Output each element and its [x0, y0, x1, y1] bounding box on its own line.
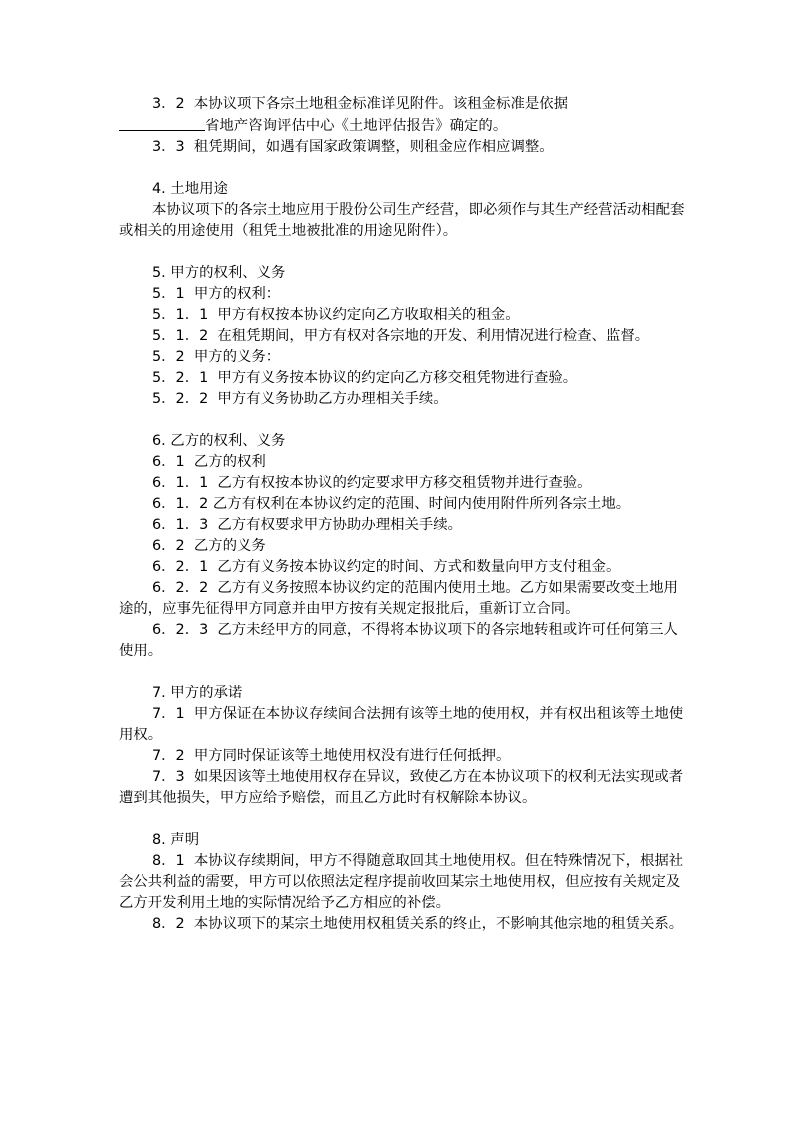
clause-8-2: 8．2 本协议项下的某宗土地使用权租赁关系的终止，不影响其他宗地的租赁关系。	[152, 916, 684, 932]
section-7-title: 7. 甲方的承诺	[152, 685, 243, 701]
clause-6-2-1: 6．2．1 乙方有义务按本协议约定的时间、方式和数量向甲方支付租金。	[152, 559, 621, 575]
clause-7-1: 7．1 甲方保证在本协议存续间合法拥有该等土地的使用权，并有权出租该等土地使用权。	[119, 706, 684, 743]
clause-7-3: 7．3 如果因该等土地使用权存在异议，致使乙方在本协议项下的权利无法实现或者遭到其他损失，甲方应给予赔偿，而且乙方此时有权解除本协议。	[119, 769, 684, 806]
section-6-title: 6. 乙方的权利、义务	[152, 433, 286, 449]
clause-5-1-2: 5．1．2 在租凭期间，甲方有权对各宗地的开发、利用情况进行检查、监督。	[152, 328, 650, 344]
clause-3-2-continued	[119, 115, 689, 137]
clause-5-2: 5．2 甲方的义务：	[152, 349, 281, 365]
clause-6-1-2: 6．1．2 乙方有权利在本协议约定的范围、时间内使用附件所列各宗土地。	[152, 496, 631, 512]
clause-6-2: 6．2 乙方的义务	[152, 538, 266, 554]
clause-6-1-1: 6．1．1 乙方有权按本协议的约定要求甲方移交租赁物并进行查验。	[152, 475, 592, 491]
clause-3-2: 3．2 本协议项下各宗土地租金标准详见附件。该租金标准是依据	[152, 96, 569, 112]
clause-6-1-3: 6．1．3 乙方有权要求甲方协助办理相关手续。	[152, 517, 463, 533]
section-4-title: 4. 土地用途	[152, 181, 228, 197]
clause-6-1: 6．1 乙方的权利	[152, 454, 266, 470]
fill-in-blank	[119, 115, 205, 131]
document-page	[119, 94, 689, 935]
clause-5-2-1: 5．2．1 甲方有义务按本协议的约定向乙方移交租凭物进行查验。	[152, 370, 578, 386]
clause-6-2-2: 6．2．2 乙方有义务按照本协议约定的范围内使用土地。乙方如果需要改变土地用途的，应事先征得甲方同意并由甲方按有关规定报批后，重新订立合同。	[119, 580, 678, 617]
section-8-title: 8. 声明	[152, 832, 200, 848]
clause-5-2-2: 5．2．2 甲方有义务协助乙方办理相关手续。	[152, 391, 448, 407]
clause-5-1-1: 5．1．1 甲方有权按本协议约定向乙方收取相关的租金。	[152, 307, 520, 323]
section-4-body: 本协议项下的各宗土地应用于股份公司生产经营，即必须作与其生产经营活动相配套或相关的用途使用（租凭土地被批准的用途见附件）。	[119, 202, 685, 239]
section-5-title: 5. 甲方的权利、义务	[152, 265, 286, 281]
clause-5-1: 5．1 甲方的权利：	[152, 286, 281, 302]
clause-7-2: 7．2 甲方同时保证该等土地使用权没有进行任何抵押。	[152, 748, 511, 764]
clause-8-1: 8．1 本协议存续期间，甲方不得随意取回其土地使用权。但在特殊情况下，根据社会公共利益的需要，甲方可以依照法定程序提前收回某宗土地使用权，但应按有关规定及乙方开发利用土地的实际情况给予乙方相应的补偿。	[119, 853, 684, 911]
clause-6-2-3: 6．2．3 乙方未经甲方的同意，不得将本协议项下的各宗地转租或许可任何第三人使用。	[119, 622, 678, 659]
clause-3-3: 3．3 租凭期间，如遇有国家政策调整，则租金应作相应调整。	[152, 139, 554, 155]
clause-3-2-tail: 省地产咨询评估中心《土地评估报告》确定的。	[205, 118, 508, 134]
